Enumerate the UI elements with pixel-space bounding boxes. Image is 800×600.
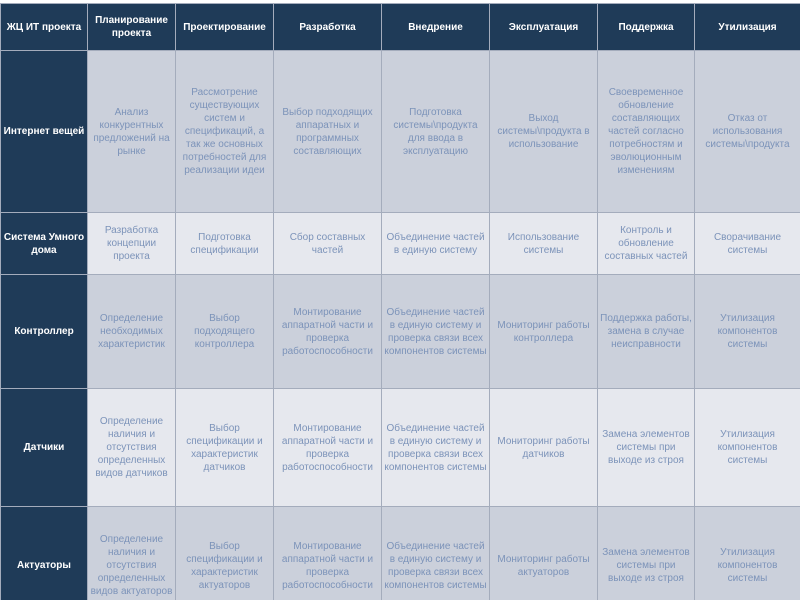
table-cell: Утилизация компонентов системы bbox=[695, 507, 800, 600]
table-cell: Мониторинг работы актуаторов bbox=[490, 507, 598, 600]
table-cell: Объединение частей в единую систему bbox=[382, 213, 490, 275]
header-deployment: Внедрение bbox=[382, 4, 490, 51]
header-development: Разработка bbox=[274, 4, 382, 51]
table-cell: Объединение частей в единую систему и проверка связи всех компонентов системы bbox=[382, 275, 490, 389]
table-cell: Монтирование аппаратной части и проверка работоспособности bbox=[274, 389, 382, 507]
table-cell: Контроль и обновление составных частей bbox=[598, 213, 695, 275]
table-cell: Анализ конкурентных предложений на рынке bbox=[88, 51, 176, 213]
table-cell: Объединение частей в единую систему и проверка связи всех компонентов системы bbox=[382, 507, 490, 600]
lifecycle-table bbox=[0, 3, 800, 600]
row-header: Актуаторы bbox=[1, 507, 88, 600]
header-lifecycle: ЖЦ ИТ проекта bbox=[1, 4, 88, 51]
table-cell: Выбор спецификации и характеристик актуаторов bbox=[176, 507, 274, 600]
header-operation: Эксплуатация bbox=[490, 4, 598, 51]
table-cell: Выбор подходящего контроллера bbox=[176, 275, 274, 389]
table-cell: Рассмотрение существующих систем и спецификаций, а так же основных потребностей для реализации идеи bbox=[176, 51, 274, 213]
header-planning: Планирование проекта bbox=[88, 4, 176, 51]
table-cell: Подготовка системы\продукта для ввода в эксплуатацию bbox=[382, 51, 490, 213]
table-cell: Утилизация компонентов системы bbox=[695, 389, 800, 507]
table-cell: Выбор подходящих аппаратных и программных составляющих bbox=[274, 51, 382, 213]
row-header: Контроллер bbox=[1, 275, 88, 389]
row-header: Интернет вещей bbox=[1, 51, 88, 213]
table-cell: Сворачивание системы bbox=[695, 213, 800, 275]
table-cell: Определение наличия и отсутствия определенных видов датчиков bbox=[88, 389, 176, 507]
row-header: Датчики bbox=[1, 389, 88, 507]
header-row bbox=[1, 4, 800, 51]
table-cell: Объединение частей в единую систему и проверка связи всех компонентов системы bbox=[382, 389, 490, 507]
table-cell: Мониторинг работы контроллера bbox=[490, 275, 598, 389]
table-cell: Отказ от использования системы\продукта bbox=[695, 51, 800, 213]
table-cell: Монтирование аппаратной части и проверка работоспособности bbox=[274, 275, 382, 389]
table-row bbox=[1, 213, 800, 275]
table-cell: Поддержка работы, замена в случае неисправности bbox=[598, 275, 695, 389]
table-cell: Мониторинг работы датчиков bbox=[490, 389, 598, 507]
table-row bbox=[1, 275, 800, 389]
table-row bbox=[1, 389, 800, 507]
row-header: Система Умного дома bbox=[1, 213, 88, 275]
header-disposal: Утилизация bbox=[695, 4, 800, 51]
table-row bbox=[1, 51, 800, 213]
table-row bbox=[1, 507, 800, 600]
table-cell: Замена элементов системы при выходе из строя bbox=[598, 507, 695, 600]
table-cell: Монтирование аппаратной части и проверка работоспособности bbox=[274, 507, 382, 600]
table-cell: Замена элементов системы при выходе из строя bbox=[598, 389, 695, 507]
table-cell: Своевременное обновление составляющих частей согласно потребностям и эволюционным изменениям bbox=[598, 51, 695, 213]
table-cell: Разработка концепции проекта bbox=[88, 213, 176, 275]
header-design: Проектирование bbox=[176, 4, 274, 51]
table-cell: Подготовка спецификации bbox=[176, 213, 274, 275]
table-cell: Выбор спецификации и характеристик датчиков bbox=[176, 389, 274, 507]
table-cell: Использование системы bbox=[490, 213, 598, 275]
table-cell: Утилизация компонентов системы bbox=[695, 275, 800, 389]
header-support: Поддержка bbox=[598, 4, 695, 51]
table-cell: Определение необходимых характеристик bbox=[88, 275, 176, 389]
table-cell: Сбор составных частей bbox=[274, 213, 382, 275]
table-cell: Определение наличия и отсутствия определенных видов актуаторов bbox=[88, 507, 176, 600]
table-cell: Выход системы\продукта в использование bbox=[490, 51, 598, 213]
